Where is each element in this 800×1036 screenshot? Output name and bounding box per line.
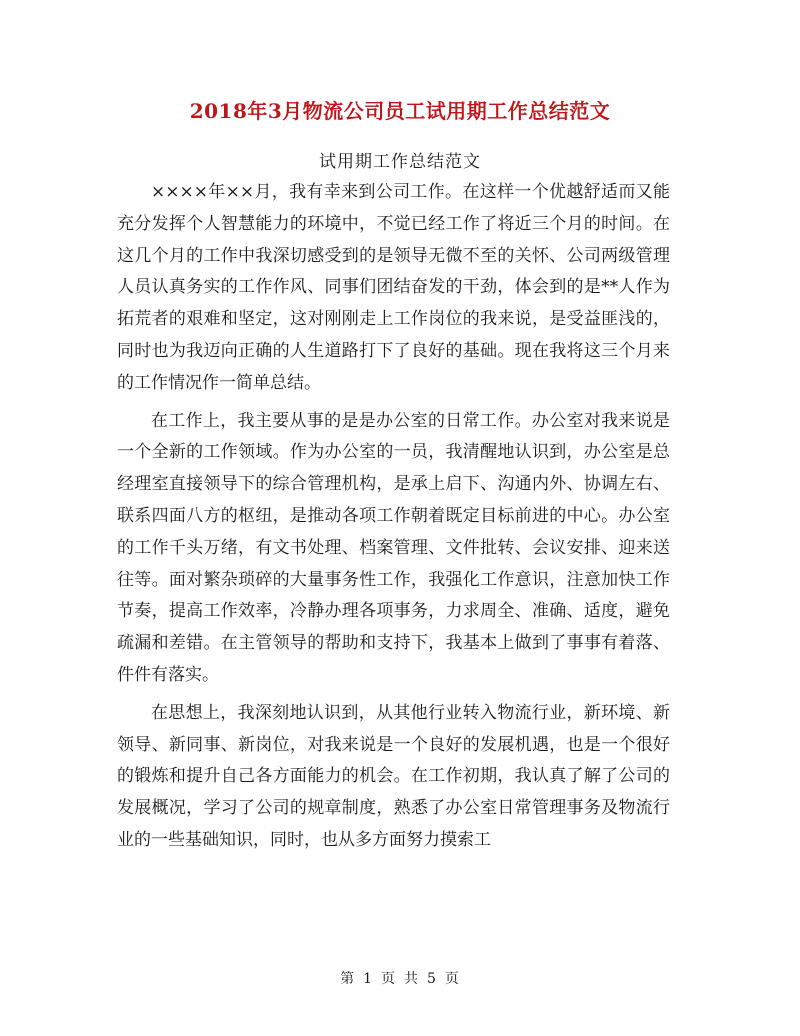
document-subtitle: 试用期工作总结范文	[319, 152, 481, 172]
total-pages: 5	[427, 971, 437, 987]
paragraph-1: ××××年××月，我有幸来到公司工作。在这样一个优越舒适而又能充分发挥个人智慧能力的环境中，不觉已经工作了将近三个月的时间。在这几个月的工作中我深切感受到的是领导无微不至的关怀、公司两级管理人员认真务实的工作作风、同事们团结奋发的干劲，体会到的是**人作为拓荒者的艰难和坚定，这对刚刚走上工作岗位的我来说，是受益匪浅的，同时也为我迈向正确的人生道路打下了良好的基础。现在我将这三个月来的工作情况作一简单总结。	[117, 182, 670, 393]
page-footer	[0, 968, 800, 988]
paragraph-2: 在工作上，我主要从事的是是办公室的日常工作。办公室对我来说是一个全新的工作领域。作为办公室的一员，我清醒地认识到，办公室是总经理室直接领导下的综合管理机构，是承上启下、沟通内外、协调左右、联系四面八方的枢纽，是推动各项工作朝着既定目标前进的中心。办公室的工作千头万绪，有文书处理、档案管理、文件批转、会议安排、迎来送往等。面对繁杂琐碎的大量事务性工作，我强化工作意识，注意加快工作节奏，提高工作效率，冷静办理各项事务，力求周全、准确、适度，避免疏漏和差错。在主管领导的帮助和支持下，我基本上做到了事事有着落、件件有落实。	[117, 410, 670, 685]
document-body	[117, 177, 670, 857]
total-label: 共	[404, 971, 419, 987]
page-label: 第	[340, 971, 356, 987]
total-unit: 页	[444, 971, 460, 987]
paragraph-3: 在思想上，我深刻地认识到，从其他行业转入物流行业，新环境、新领导、新同事、新岗位，对我来说是一个良好的发展机遇，也是一个很好的锻炼和提升自己各方面能力的机会。在工作初期，我认真了解了公司的发展概况，学习了公司的规章制度，熟悉了办公室日常管理事务及物流行业的一些基础知识，同时，也从多方面努力摸索工	[117, 702, 670, 850]
page-unit: 页	[381, 971, 396, 987]
page-number: 1	[363, 971, 373, 987]
document-title: 2018年3月物流公司员工试用期工作总结范文	[189, 99, 611, 123]
